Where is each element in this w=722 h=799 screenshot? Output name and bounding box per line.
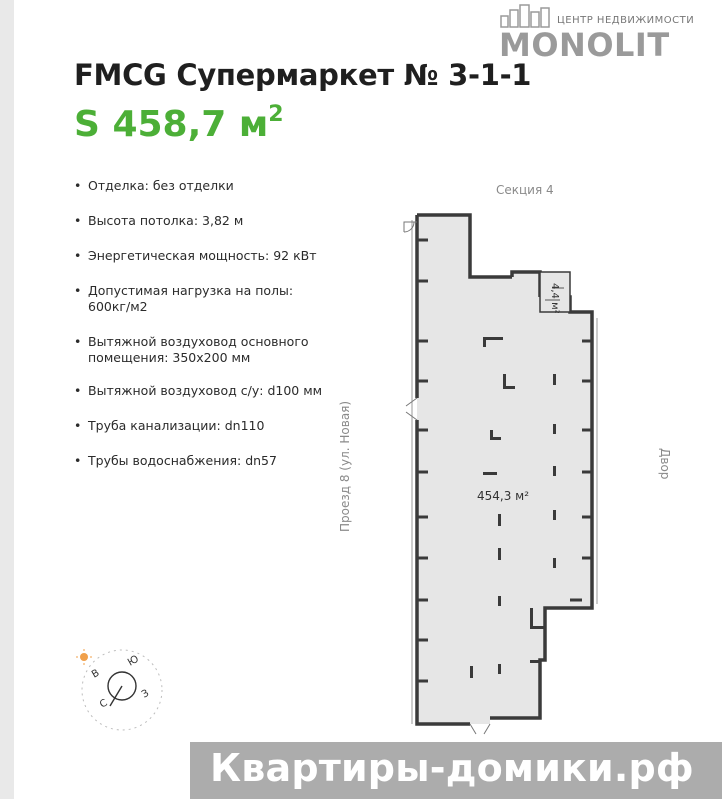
buildings-icon: [499, 4, 555, 28]
specs-list: [74, 178, 324, 469]
spec-item: • Энергетическая мощность: 92 кВт: [74, 248, 324, 264]
section-label: Секция 4: [496, 183, 554, 197]
spec-item: • Отделка: без отделки: [74, 178, 324, 194]
brand-name: MONOLIT: [499, 26, 670, 64]
brand-logo: [497, 4, 722, 62]
small-room-area: 4,4 м²: [549, 283, 560, 314]
entrance-door-top: [404, 222, 417, 232]
spec-item: • Вытяжной воздуховод основного помещения: 350х200 мм: [74, 334, 324, 366]
compass-label-s: Ю: [126, 653, 141, 669]
compass-label-e: В: [90, 667, 102, 681]
street-label: Проезд 8 (ул. Новая): [338, 400, 352, 532]
compass-ring: [82, 650, 162, 730]
total-area: [74, 104, 284, 145]
main-room-area: 454,3 м²: [477, 489, 530, 503]
compass-label-w: З: [140, 687, 152, 701]
floor-plan: [330, 176, 690, 736]
page-title: FMCG Супермаркет № 3-1-1: [74, 58, 532, 92]
total-area-unit-sup: 2: [268, 102, 284, 127]
compass-label-n: С: [98, 697, 110, 711]
brand-subtitle: ЦЕНТР НЕДВИЖИМОСТИ: [557, 15, 695, 26]
left-edge-strip: [0, 0, 14, 799]
entrance-door-bottom: [470, 724, 490, 734]
yard-label: Двор: [658, 448, 672, 480]
spec-item: • Вытяжной воздуховод с/у: d100 мм: [74, 383, 324, 399]
sun-icon: [80, 653, 88, 661]
compass: [70, 640, 180, 740]
total-area-value: S 458,7 м: [74, 104, 269, 145]
spec-item: • Высота потолка: 3,82 м: [74, 213, 324, 229]
watermark-text: Квартиры-домики.рф: [210, 746, 694, 790]
spec-item: • Трубы водоснабжения: dn57: [74, 453, 324, 469]
spec-item: • Допустимая нагрузка на полы: 600кг/м2: [74, 283, 324, 315]
watermark-banner: [190, 742, 722, 799]
spec-item: • Труба канализации: dn110: [74, 418, 324, 434]
